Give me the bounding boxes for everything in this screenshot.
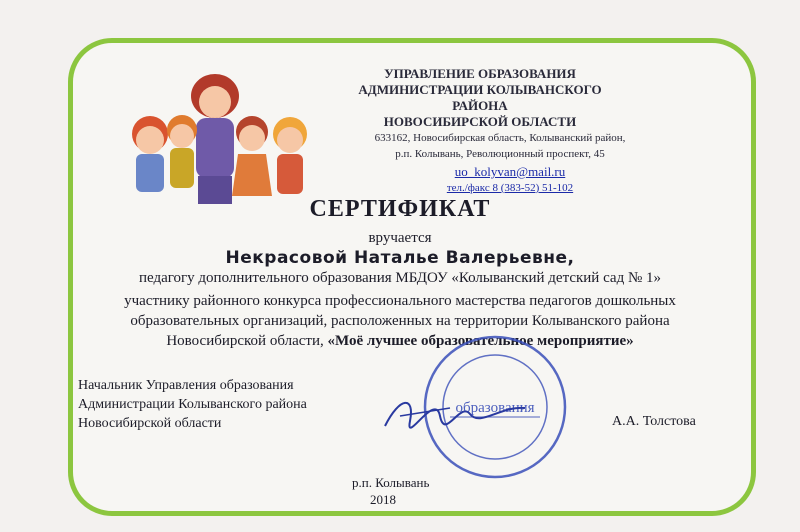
stamp-text: образования (455, 400, 535, 416)
issuer-header (330, 66, 630, 196)
contest-name: «Моё лучшее образовательное мероприятие» (327, 333, 634, 349)
issue-year: 2018 (370, 492, 396, 507)
signatory-line-1: Начальник Управления образования (78, 378, 294, 393)
handwritten-signature (380, 386, 530, 436)
teacher-children-illustration (120, 66, 320, 206)
recipient-name: Некрасовой Наталье Валерьевне, (225, 248, 575, 268)
email-link[interactable]: uo_kolyvan@mail.ru (454, 164, 566, 179)
body-line-1: участнику районного конкурса профессионального мастерства педагогов дошкольных (124, 293, 676, 309)
awarded-text: вручается (368, 230, 432, 246)
signatory-line-2: Администрации Колыванского района (78, 397, 307, 412)
signatory-name: А.А. Толстова (612, 414, 696, 429)
phone-fax: тел./факс 8 (383-52) 51-102 (446, 182, 574, 194)
signatory-title (78, 376, 378, 433)
issuer-line-1: УПРАВЛЕНИЕ ОБРАЗОВАНИЯ (384, 66, 576, 81)
recipient-position: педагогу дополнительного образования МБДОУ «Колыванский детский сад № 1» (138, 270, 662, 286)
body-line-3-prefix: Новосибирской области, (166, 333, 328, 349)
signatory-line-3: Новосибирской области (78, 416, 222, 431)
address-line-2: р.п. Колывань, Революционный проспект, 45 (395, 148, 605, 160)
issuer-line-2: АДМИНИСТРАЦИИ КОЛЫВАНСКОГО РАЙОНА (358, 82, 602, 113)
certificate-title: СЕРТИФИКАТ (309, 196, 491, 222)
issue-city: р.п. Колывань (352, 475, 430, 490)
issue-place-date (352, 474, 429, 508)
address-line-1: 633162, Новосибирская область, Колыванский район, (374, 132, 626, 144)
body-line-2: образовательных организаций, расположенных на территории Колыванского района (130, 313, 670, 329)
issuer-line-3: НОВОСИБИРСКОЙ ОБЛАСТИ (383, 114, 577, 129)
body-line-3 (0, 333, 800, 350)
